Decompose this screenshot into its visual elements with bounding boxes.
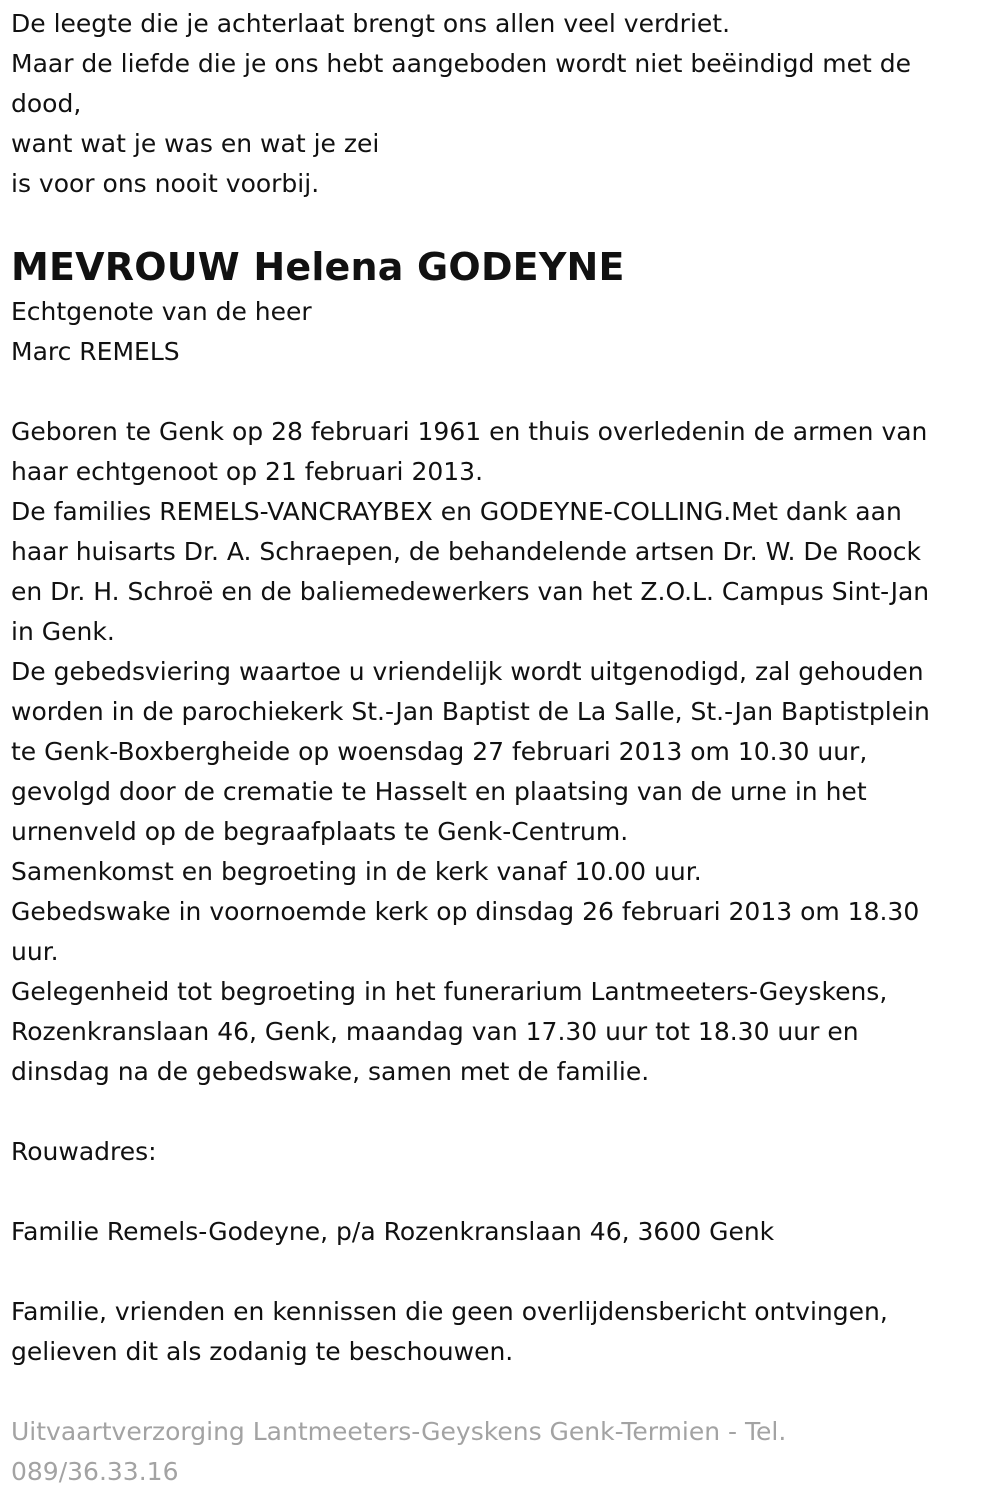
announcement-line: dinsdag na de gebedswake, samen met de familie. <box>11 1057 650 1086</box>
announcement-line: Rozenkranslaan 46, Genk, maandag van 17.30 uur tot 18.30 uur en <box>11 1017 859 1046</box>
poem-line: De leegte die je achterlaat brengt ons allen veel verdriet. <box>11 9 731 38</box>
announcement-line: uur. <box>11 937 59 966</box>
poem-line: Maar de liefde die je ons hebt aangeboden wordt niet beëindigd met de <box>11 49 911 78</box>
announcement-line: haar echtgenoot op 21 februari 2013. <box>11 457 484 486</box>
spacer <box>11 204 991 242</box>
announcement-line: Gelegenheid tot begroeting in het funerarium Lantmeeters-Geyskens, <box>11 977 888 1006</box>
obituary-document <box>11 4 991 1492</box>
poem-line: dood, <box>11 89 82 118</box>
notice <box>11 1292 991 1372</box>
spacer <box>11 1372 991 1412</box>
announcement-line: De families REMELS-VANCRAYBEX en GODEYNE-COLLING.Met dank aan <box>11 497 902 526</box>
announcement-line: worden in de parochiekerk St.-Jan Baptist de La Salle, St.-Jan Baptistplein <box>11 697 930 726</box>
memorial-poem <box>11 4 991 204</box>
address-label: Rouwadres: <box>11 1137 157 1166</box>
notice-line: gelieven dit als zodanig te beschouwen. <box>11 1337 514 1366</box>
announcement-line: gevolgd door de crematie te Hasselt en plaatsing van de urne in het <box>11 777 867 806</box>
spouse-name: Marc REMELS <box>11 337 180 366</box>
announcement-line: te Genk-Boxbergheide op woensdag 27 februari 2013 om 10.30 uur, <box>11 737 868 766</box>
announcement-line: De gebedsviering waartoe u vriendelijk wordt uitgenodigd, zal gehouden <box>11 657 924 686</box>
relation-line: Echtgenote van de heer <box>11 297 312 326</box>
announcement-line: urnenveld op de begraafplaats te Genk-Centrum. <box>11 817 629 846</box>
deceased-name: MEVROUW Helena GODEYNE <box>11 245 625 289</box>
funeral-director-footer <box>11 1412 991 1492</box>
announcement-line: Gebedswake in voornoemde kerk op dinsdag 26 februari 2013 om 18.30 <box>11 897 920 926</box>
announcement-line: en Dr. H. Schroë en de baliemedewerkers van het Z.O.L. Campus Sint-Jan <box>11 577 930 606</box>
announcement-line: Geboren te Genk op 28 februari 1961 en thuis overledenin de armen van <box>11 417 928 446</box>
footer-line: Uitvaartverzorging Lantmeeters-Geyskens Genk-Termien - Tel. <box>11 1417 787 1446</box>
announcement-text <box>11 412 991 1092</box>
announcement-line: in Genk. <box>11 617 115 646</box>
address-value: Familie Remels-Godeyne, p/a Rozenkranslaan 46, 3600 Genk <box>11 1217 775 1246</box>
spacer <box>11 372 991 412</box>
notice-line: Familie, vrienden en kennissen die geen overlijdensbericht ontvingen, <box>11 1297 888 1326</box>
poem-line: is voor ons nooit voorbij. <box>11 169 320 198</box>
poem-line: want wat je was en wat je zei <box>11 129 380 158</box>
announcement-line: Samenkomst en begroeting in de kerk vanaf 10.00 uur. <box>11 857 702 886</box>
spacer <box>11 1092 991 1132</box>
deceased-relation <box>11 292 991 372</box>
footer-phone: 089/36.33.16 <box>11 1457 179 1486</box>
announcement-line: haar huisarts Dr. A. Schraepen, de behandelende artsen Dr. W. De Roock <box>11 537 922 566</box>
spacer <box>11 1172 991 1212</box>
spacer <box>11 1252 991 1292</box>
